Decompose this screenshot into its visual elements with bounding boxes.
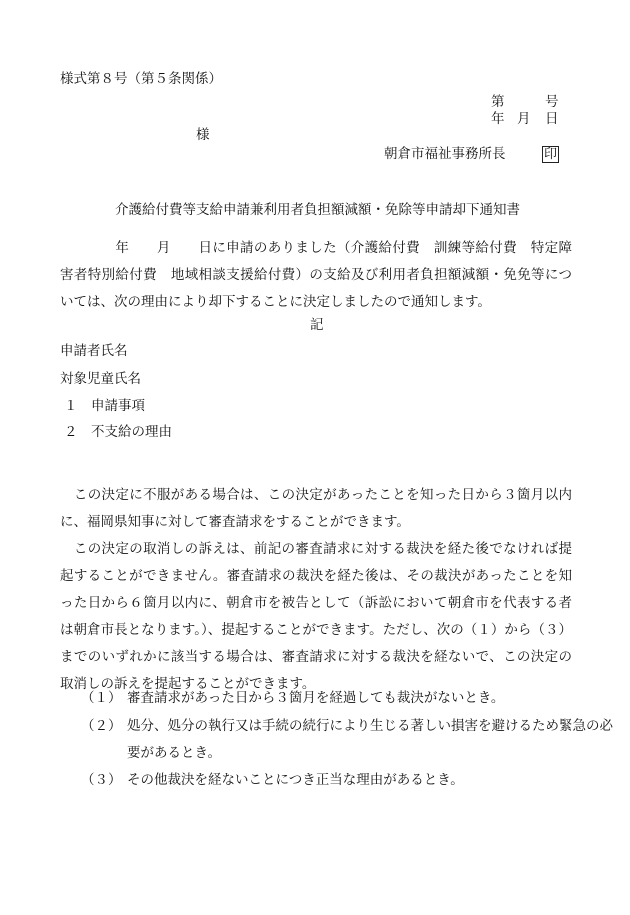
date-year: 年 [491, 111, 505, 127]
condition-3-number: （３） [81, 772, 122, 788]
addressee-suffix: 様 [196, 127, 210, 143]
date-month: 月 [517, 111, 531, 127]
condition-3-text: その他裁決を経ないことにつき正当な理由があるとき。 [127, 772, 464, 788]
item-application-matter: １ 申請事項 [64, 398, 145, 414]
doc-number-dai: 第 [491, 94, 505, 110]
condition-2-text: 処分、処分の執行又は手続の続行により生じる著しい損害を避けるため緊急の必要があるとき。 [127, 718, 613, 761]
seal-mark: 印 [544, 147, 558, 162]
condition-1-number: （１） [81, 690, 122, 706]
issuer-name: 朝倉市福祉事務所長 [384, 146, 506, 162]
item-reason: ２ 不支給の理由 [64, 424, 172, 440]
child-name-label: 対象児童氏名 [60, 371, 141, 387]
applicant-name-label: 申請者氏名 [60, 343, 128, 359]
notice-paragraph-2: この決定の取消しの訴えは、前記の審査請求に対する裁決を経た後でなければ提起することができません。審査請求の裁決を経た後は、その裁決があったことを知った日から６箇月以内に、朝倉市を被告として（訴訟において朝倉市を代表する者は朝倉市長となります。）、提起することができます。ただし、次の（１）から（３）までのいずれかに該当する場合は、審査請求に対する裁決を経ないで、この決定の取消しの訴えを提起することができます。 [60, 541, 572, 692]
document-title: 介護給付費等支給申請兼利用者負担額減額・免除等申請却下通知書 [115, 202, 520, 218]
body-paragraph: 年 月 日に申請のありました（介護給付費 訓練等給付費 特定障害者特別給付費 地域相談支援給付費）の支給及び利用者負担額減額・免免等については、次の理由により却下することに決定しましたので通知します。 [60, 240, 572, 310]
condition-2 [81, 713, 617, 767]
date-day: 日 [545, 111, 559, 127]
condition-1 [81, 685, 571, 712]
ki-marker: 記 [310, 317, 324, 333]
notice-paragraph-1: この決定に不服がある場合は、この決定があったことを知った日から３箇月以内に、福岡県知事に対して審査請求をすることができます。 [60, 487, 572, 530]
condition-2-number: （２） [81, 718, 122, 734]
form-number: 様式第８号（第５条関係） [60, 71, 222, 87]
condition-3 [81, 767, 571, 794]
condition-1-text: 審査請求があった日から３箇月を経過しても裁決がないとき。 [127, 690, 505, 706]
doc-number-gou: 号 [545, 94, 559, 110]
